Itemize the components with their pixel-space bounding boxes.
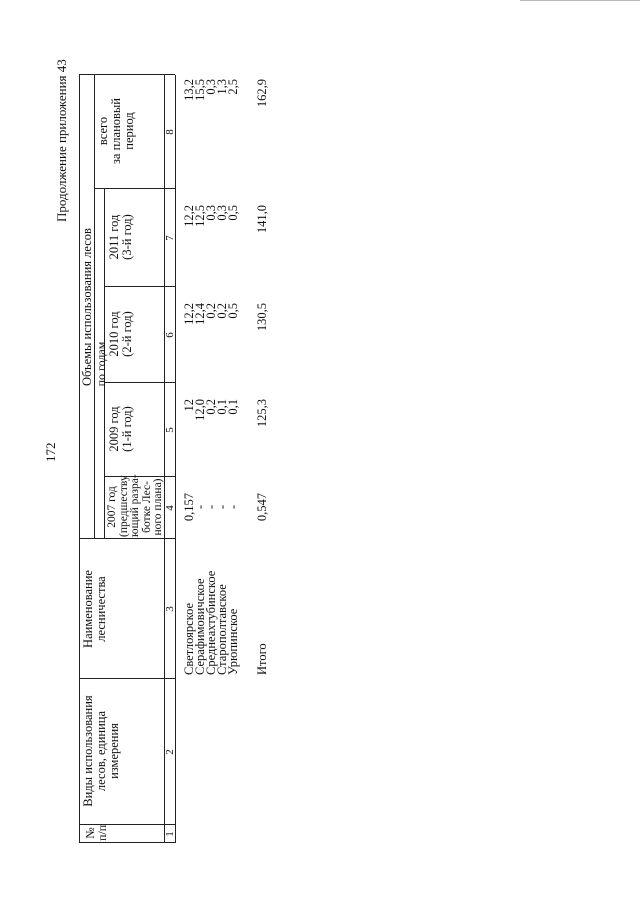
totals-2007: 0,547 [255, 492, 269, 522]
row-1-2010: 12,2 [182, 303, 196, 325]
column-number-6: 6 [164, 332, 176, 338]
header-year-2011: 2011 год (3-й год) [107, 214, 134, 260]
totals-2009: 125,3 [255, 399, 269, 428]
row-3-total: 0,3 [204, 79, 218, 95]
row-2-2011: 12,5 [193, 205, 207, 227]
row-2-forestry: Серафимовичское [193, 578, 207, 675]
row-4-total: 1,3 [215, 79, 229, 95]
row-5-forestry: Урюпинское [226, 608, 240, 675]
column-number-8: 8 [164, 129, 176, 135]
row-5-2009: 0,1 [226, 399, 240, 415]
header-year-2010: 2010 год (2-й год) [107, 311, 134, 357]
column-number-5: 5 [164, 427, 176, 433]
header-use-type: Виды использования лесов, единица измерения [81, 695, 121, 807]
row-1-2007: 0,157 [182, 492, 196, 522]
header-group-title: Объемы использования лесов [80, 228, 94, 386]
row-2-total: 15,5 [193, 79, 207, 101]
divider-col2-col3 [79, 678, 175, 679]
row-5-2010: 0,5 [226, 303, 240, 319]
totals-label: Итого [255, 643, 269, 675]
header-number: № п/п [83, 824, 110, 841]
totals-2011: 141,0 [255, 205, 269, 234]
column-number-2: 2 [164, 749, 176, 755]
row-4-2007: - [215, 504, 229, 510]
header-year-2009: 2009 год (1-й год) [107, 406, 134, 452]
row-3-forestry: Среднеахтубинское [204, 570, 218, 675]
totals-2010: 130,5 [255, 303, 269, 332]
row-4-2009: 0,1 [215, 399, 229, 415]
header-year-2007: 2007 год (предшеству ющий разра- ботке Лес- ного плана) [106, 474, 164, 537]
page-number: 172 [43, 442, 58, 462]
row-3-2009: 0,2 [204, 399, 218, 415]
header-planned-total: всего за плановый период [96, 98, 136, 165]
totals-total: 162,9 [255, 79, 269, 108]
row-5-2007: - [226, 504, 240, 510]
row-4-forestry: Старополтавское [215, 584, 229, 675]
row-1-2009: 12 [182, 399, 196, 412]
row-1-2011: 12,2 [182, 205, 196, 227]
row-3-2010: 0,2 [204, 303, 218, 319]
column-number-4: 4 [164, 505, 176, 511]
column-number-7: 7 [164, 235, 176, 241]
table-left-border [79, 842, 175, 843]
row-5-total: 2,5 [226, 79, 240, 95]
row-1-forestry: Светлоярское [182, 602, 196, 675]
header-forestry-name: Наименование лесничества [81, 570, 108, 648]
table-top-border [79, 75, 80, 843]
row-1-total: 13,2 [182, 79, 196, 101]
row-5-2011: 0,5 [226, 205, 240, 221]
column-number-1: 1 [164, 831, 176, 837]
row-3-2007: - [204, 504, 218, 510]
row-4-2011: 0,3 [215, 205, 229, 221]
column-number-3: 3 [164, 606, 176, 612]
continuation-note: Продолжение приложения 43 [54, 59, 69, 222]
row-3-2011: 0,3 [204, 205, 218, 221]
row-2-2007: - [193, 504, 207, 510]
row-2-2010: 12,4 [193, 303, 207, 325]
row-2-2009: 12,0 [193, 399, 207, 421]
header-group-subtitle: по годам [94, 341, 108, 387]
row-4-2010: 0,2 [215, 303, 229, 319]
